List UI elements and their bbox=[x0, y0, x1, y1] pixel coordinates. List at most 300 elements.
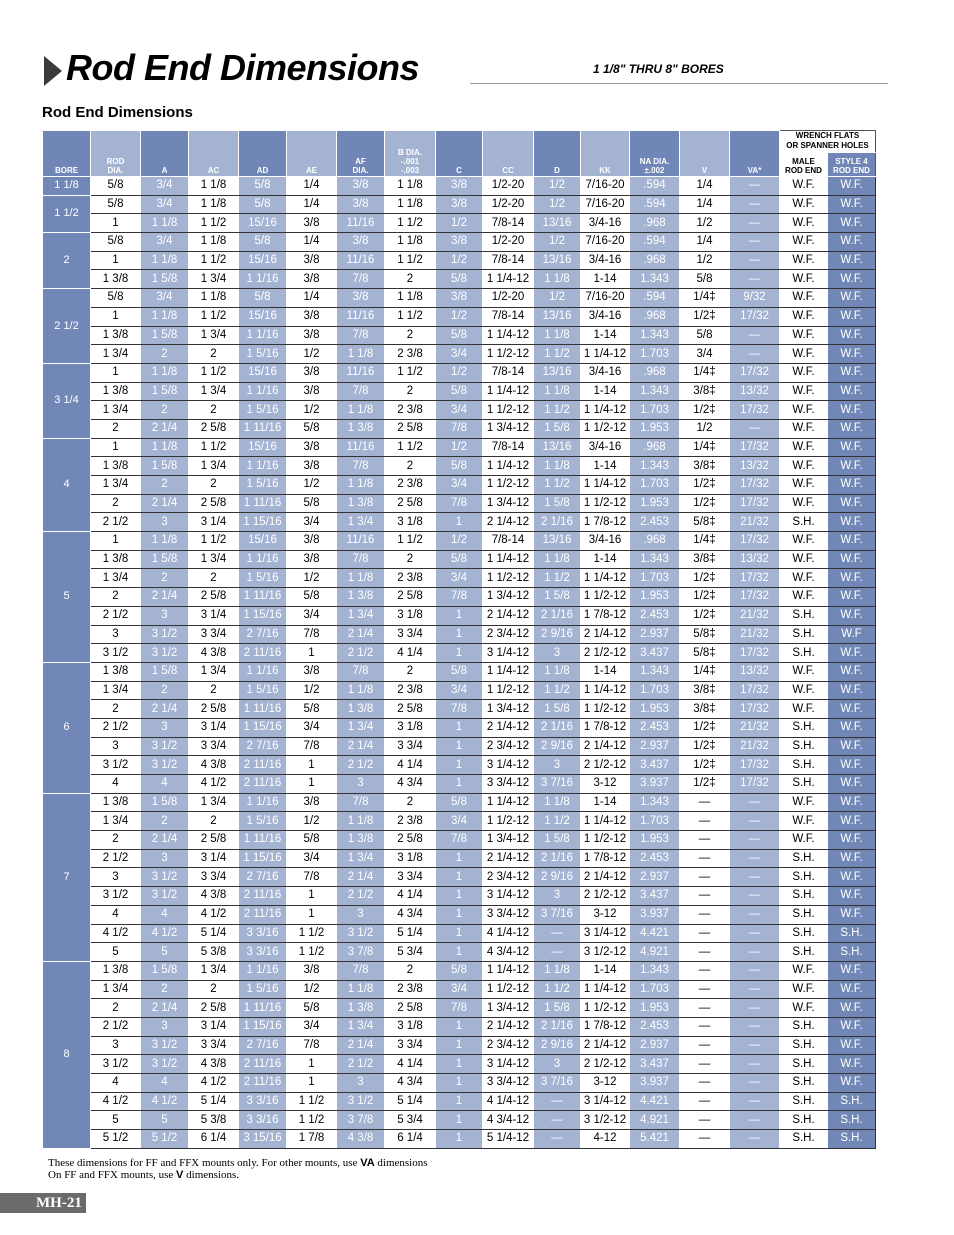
cell-kk: 3 1/4-12 bbox=[581, 924, 630, 943]
cell-b-dia: 1 1/8 bbox=[385, 233, 436, 252]
cell-na-dia: 2.937 bbox=[630, 737, 680, 756]
cell-c: 1 bbox=[436, 849, 483, 868]
bore-cell: 6 bbox=[43, 662, 91, 793]
table-row bbox=[43, 345, 876, 364]
cell-va: — bbox=[730, 345, 780, 364]
cell-kk: 2 1/2-12 bbox=[581, 1055, 630, 1074]
cell-af: 1 1/8 bbox=[337, 980, 385, 999]
cell-cc: 2 3/4-12 bbox=[483, 737, 534, 756]
cell-na-dia: 1.953 bbox=[630, 999, 680, 1018]
cell-v: — bbox=[680, 1111, 730, 1130]
cell-b-dia: 2 5/8 bbox=[385, 494, 436, 513]
cell-style4-rod-end: W.F. bbox=[828, 494, 876, 513]
table-row bbox=[43, 1092, 876, 1111]
cell-d: 3 bbox=[534, 1055, 581, 1074]
cell-ac: 3 3/4 bbox=[189, 1036, 239, 1055]
cell-kk: 7/16-20 bbox=[581, 233, 630, 252]
cell-va: 13/32 bbox=[730, 662, 780, 681]
cell-cc: 1 1/4-12 bbox=[483, 662, 534, 681]
header-cc: CC bbox=[483, 131, 534, 177]
bore-cell: 7 bbox=[43, 793, 91, 961]
cell-rod-dia: 3 1/2 bbox=[91, 644, 141, 663]
cell-ad: 1 11/16 bbox=[239, 588, 287, 607]
cell-ae: 3/8 bbox=[287, 662, 337, 681]
cell-v: 1/4‡ bbox=[680, 289, 730, 308]
table-row bbox=[43, 793, 876, 812]
cell-c: 1 bbox=[436, 887, 483, 906]
cell-male-rod-end: S.H. bbox=[780, 737, 828, 756]
cell-d: 2 9/16 bbox=[534, 868, 581, 887]
cell-na-dia: .594 bbox=[630, 195, 680, 214]
cell-va: — bbox=[730, 905, 780, 924]
cell-b-dia: 4 1/4 bbox=[385, 644, 436, 663]
cell-a: 1 5/8 bbox=[141, 961, 189, 980]
cell-kk: 3/4-16 bbox=[581, 532, 630, 551]
cell-d: — bbox=[534, 1130, 581, 1149]
table-row bbox=[43, 233, 876, 252]
table-row bbox=[43, 419, 876, 438]
cell-c: 5/8 bbox=[436, 793, 483, 812]
cell-rod-dia: 2 1/2 bbox=[91, 1017, 141, 1036]
cell-ad: 5/8 bbox=[239, 289, 287, 308]
cell-a: 2 1/4 bbox=[141, 419, 189, 438]
cell-d: 1 1/8 bbox=[534, 326, 581, 345]
cell-kk: 1 1/4-12 bbox=[581, 345, 630, 364]
cell-c: 3/4 bbox=[436, 476, 483, 495]
cell-cc: 1 1/2-12 bbox=[483, 569, 534, 588]
cell-d: 3 7/16 bbox=[534, 775, 581, 794]
cell-af: 7/8 bbox=[337, 326, 385, 345]
cell-af: 3 1/2 bbox=[337, 924, 385, 943]
cell-d: 1 5/8 bbox=[534, 999, 581, 1018]
cell-na-dia: 3.937 bbox=[630, 1074, 680, 1093]
cell-va: — bbox=[730, 195, 780, 214]
table-row bbox=[43, 513, 876, 532]
cell-ac: 1 1/8 bbox=[189, 289, 239, 308]
cell-rod-dia: 3 bbox=[91, 625, 141, 644]
header-bore: BORE bbox=[43, 131, 91, 177]
cell-style4-rod-end: W.F. bbox=[828, 251, 876, 270]
cell-ae: 7/8 bbox=[287, 737, 337, 756]
cell-style4-rod-end: S.H. bbox=[828, 924, 876, 943]
cell-na-dia: 2.937 bbox=[630, 625, 680, 644]
cell-ae: 1 bbox=[287, 775, 337, 794]
table-row bbox=[43, 307, 876, 326]
cell-d: 13/16 bbox=[534, 251, 581, 270]
cell-ac: 2 5/8 bbox=[189, 999, 239, 1018]
cell-male-rod-end: W.F. bbox=[780, 289, 828, 308]
cell-male-rod-end: W.F. bbox=[780, 177, 828, 196]
cell-a: 3/4 bbox=[141, 233, 189, 252]
header-kk: KK bbox=[581, 131, 630, 177]
cell-ac: 4 3/8 bbox=[189, 756, 239, 775]
cell-male-rod-end: S.H. bbox=[780, 513, 828, 532]
cell-ae: 5/8 bbox=[287, 494, 337, 513]
cell-af: 3 bbox=[337, 905, 385, 924]
cell-d: 3 bbox=[534, 644, 581, 663]
cell-ad: 2 7/16 bbox=[239, 625, 287, 644]
cell-d: 2 1/16 bbox=[534, 1017, 581, 1036]
cell-cc: 1 1/4-12 bbox=[483, 326, 534, 345]
table-row bbox=[43, 251, 876, 270]
cell-cc: 1 1/2-12 bbox=[483, 980, 534, 999]
cell-c: 5/8 bbox=[436, 326, 483, 345]
cell-ac: 1 3/4 bbox=[189, 326, 239, 345]
cell-kk: 2 1/4-12 bbox=[581, 625, 630, 644]
header-a: A bbox=[141, 131, 189, 177]
cell-af: 1 3/8 bbox=[337, 494, 385, 513]
cell-b-dia: 3 1/8 bbox=[385, 513, 436, 532]
cell-rod-dia: 1 3/8 bbox=[91, 662, 141, 681]
cell-ac: 3 1/4 bbox=[189, 1017, 239, 1036]
cell-style4-rod-end: W.F. bbox=[828, 849, 876, 868]
cell-af: 11/16 bbox=[337, 363, 385, 382]
cell-v: 1/2‡ bbox=[680, 756, 730, 775]
cell-v: 5/8 bbox=[680, 270, 730, 289]
cell-af: 2 1/4 bbox=[337, 868, 385, 887]
cell-b-dia: 1 1/2 bbox=[385, 251, 436, 270]
cell-kk: 3/4-16 bbox=[581, 214, 630, 233]
bore-cell: 1 1/8 bbox=[43, 177, 91, 196]
cell-male-rod-end: W.F. bbox=[780, 457, 828, 476]
dimensions-table-body bbox=[43, 177, 876, 1149]
cell-rod-dia: 4 bbox=[91, 1074, 141, 1093]
cell-rod-dia: 2 bbox=[91, 999, 141, 1018]
cell-b-dia: 1 1/8 bbox=[385, 289, 436, 308]
cell-d: 1/2 bbox=[534, 177, 581, 196]
cell-c: 1 bbox=[436, 1036, 483, 1055]
cell-na-dia: 2.453 bbox=[630, 513, 680, 532]
cell-c: 3/8 bbox=[436, 233, 483, 252]
cell-style4-rod-end: W.F. bbox=[828, 793, 876, 812]
cell-ae: 5/8 bbox=[287, 999, 337, 1018]
cell-male-rod-end: W.F. bbox=[780, 476, 828, 495]
cell-rod-dia: 1 3/8 bbox=[91, 270, 141, 289]
cell-kk: 1-14 bbox=[581, 382, 630, 401]
cell-rod-dia: 3 1/2 bbox=[91, 1055, 141, 1074]
cell-af: 2 1/2 bbox=[337, 887, 385, 906]
cell-c: 3/8 bbox=[436, 177, 483, 196]
cell-ad: 2 11/16 bbox=[239, 1055, 287, 1074]
cell-ae: 3/8 bbox=[287, 363, 337, 382]
bore-cell: 3 1/4 bbox=[43, 363, 91, 438]
cell-cc: 7/8-14 bbox=[483, 251, 534, 270]
cell-style4-rod-end: W.F. bbox=[828, 905, 876, 924]
cell-af: 7/8 bbox=[337, 457, 385, 476]
header-ae: AE bbox=[287, 131, 337, 177]
cell-ac: 5 1/4 bbox=[189, 1092, 239, 1111]
cell-na-dia: 1.703 bbox=[630, 476, 680, 495]
cell-na-dia: 1.703 bbox=[630, 401, 680, 420]
cell-ae: 3/8 bbox=[287, 961, 337, 980]
cell-ae: 3/4 bbox=[287, 1017, 337, 1036]
cell-b-dia: 3 1/8 bbox=[385, 718, 436, 737]
cell-v: 1/2‡ bbox=[680, 588, 730, 607]
cell-style4-rod-end: W.F. bbox=[828, 737, 876, 756]
cell-style4-rod-end: W.F. bbox=[828, 326, 876, 345]
cell-rod-dia: 2 1/2 bbox=[91, 513, 141, 532]
cell-ac: 1 3/4 bbox=[189, 270, 239, 289]
cell-kk: 1 1/4-12 bbox=[581, 476, 630, 495]
dimensions-table-container bbox=[42, 130, 876, 1149]
cell-va: — bbox=[730, 1017, 780, 1036]
cell-va: 21/32 bbox=[730, 606, 780, 625]
cell-a: 1 5/8 bbox=[141, 550, 189, 569]
cell-d: 3 7/16 bbox=[534, 1074, 581, 1093]
cell-kk: 1 1/2-12 bbox=[581, 494, 630, 513]
cell-cc: 1 3/4-12 bbox=[483, 494, 534, 513]
cell-na-dia: .594 bbox=[630, 233, 680, 252]
cell-male-rod-end: W.F. bbox=[780, 831, 828, 850]
cell-na-dia: 2.453 bbox=[630, 849, 680, 868]
cell-va: 17/32 bbox=[730, 700, 780, 719]
cell-male-rod-end: S.H. bbox=[780, 644, 828, 663]
cell-rod-dia: 2 1/2 bbox=[91, 718, 141, 737]
cell-v: 5/8‡ bbox=[680, 625, 730, 644]
cell-af: 2 1/4 bbox=[337, 737, 385, 756]
cell-kk: 3/4-16 bbox=[581, 438, 630, 457]
cell-ac: 4 1/2 bbox=[189, 905, 239, 924]
cell-ac: 1 3/4 bbox=[189, 457, 239, 476]
cell-male-rod-end: S.H. bbox=[780, 868, 828, 887]
cell-ac: 1 3/4 bbox=[189, 662, 239, 681]
cell-cc: 2 1/4-12 bbox=[483, 849, 534, 868]
cell-ae: 1 7/8 bbox=[287, 1130, 337, 1149]
cell-ac: 2 5/8 bbox=[189, 588, 239, 607]
cell-d: 1 5/8 bbox=[534, 588, 581, 607]
cell-na-dia: 1.343 bbox=[630, 382, 680, 401]
cell-male-rod-end: S.H. bbox=[780, 625, 828, 644]
cell-c: 1 bbox=[436, 905, 483, 924]
cell-ad: 1 5/16 bbox=[239, 980, 287, 999]
cell-rod-dia: 1 3/8 bbox=[91, 793, 141, 812]
cell-va: 17/32 bbox=[730, 569, 780, 588]
cell-male-rod-end: W.F. bbox=[780, 793, 828, 812]
cell-va: — bbox=[730, 1074, 780, 1093]
cell-b-dia: 2 5/8 bbox=[385, 999, 436, 1018]
cell-ac: 1 1/8 bbox=[189, 195, 239, 214]
cell-ac: 2 bbox=[189, 476, 239, 495]
cell-ad: 1 11/16 bbox=[239, 831, 287, 850]
cell-cc: 7/8-14 bbox=[483, 363, 534, 382]
cell-d: 1 1/2 bbox=[534, 812, 581, 831]
cell-ad: 1 5/16 bbox=[239, 401, 287, 420]
footnote-line-2: On FF and FFX mounts, use V dimensions. bbox=[48, 1169, 240, 1181]
cell-a: 2 bbox=[141, 476, 189, 495]
cell-ae: 3/4 bbox=[287, 513, 337, 532]
cell-style4-rod-end: W.F. bbox=[828, 550, 876, 569]
cell-ac: 5 3/8 bbox=[189, 943, 239, 962]
cell-ae: 5/8 bbox=[287, 588, 337, 607]
cell-ae: 3/8 bbox=[287, 532, 337, 551]
cell-rod-dia: 5/8 bbox=[91, 177, 141, 196]
cell-ac: 3 3/4 bbox=[189, 868, 239, 887]
cell-ad: 15/16 bbox=[239, 214, 287, 233]
cell-cc: 7/8-14 bbox=[483, 307, 534, 326]
cell-d: 2 1/16 bbox=[534, 606, 581, 625]
bores-label: 1 1/8" THRU 8" BORES bbox=[593, 62, 724, 76]
cell-d: 1 1/2 bbox=[534, 681, 581, 700]
cell-b-dia: 3 3/4 bbox=[385, 737, 436, 756]
cell-rod-dia: 1 3/4 bbox=[91, 980, 141, 999]
cell-a: 3 1/2 bbox=[141, 887, 189, 906]
cell-ae: 5/8 bbox=[287, 419, 337, 438]
table-row bbox=[43, 550, 876, 569]
cell-v: — bbox=[680, 868, 730, 887]
cell-a: 3 1/2 bbox=[141, 868, 189, 887]
cell-va: — bbox=[730, 868, 780, 887]
cell-na-dia: 3.937 bbox=[630, 775, 680, 794]
cell-a: 2 1/4 bbox=[141, 831, 189, 850]
cell-male-rod-end: W.F. bbox=[780, 326, 828, 345]
table-row bbox=[43, 476, 876, 495]
cell-va: 13/32 bbox=[730, 550, 780, 569]
cell-cc: 1 3/4-12 bbox=[483, 588, 534, 607]
table-row bbox=[43, 849, 876, 868]
cell-na-dia: .968 bbox=[630, 214, 680, 233]
cell-male-rod-end: W.F. bbox=[780, 681, 828, 700]
cell-c: 1 bbox=[436, 1130, 483, 1149]
cell-cc: 1 3/4-12 bbox=[483, 999, 534, 1018]
cell-c: 5/8 bbox=[436, 270, 483, 289]
cell-ad: 15/16 bbox=[239, 438, 287, 457]
table-row bbox=[43, 401, 876, 420]
cell-c: 7/8 bbox=[436, 588, 483, 607]
cell-d: 1 1/8 bbox=[534, 270, 581, 289]
cell-va: — bbox=[730, 270, 780, 289]
cell-a: 3 bbox=[141, 718, 189, 737]
cell-a: 1 1/8 bbox=[141, 363, 189, 382]
cell-b-dia: 4 1/4 bbox=[385, 756, 436, 775]
cell-na-dia: 3.937 bbox=[630, 905, 680, 924]
cell-af: 3 7/8 bbox=[337, 943, 385, 962]
cell-v: — bbox=[680, 1017, 730, 1036]
cell-c: 7/8 bbox=[436, 494, 483, 513]
cell-ac: 1 1/8 bbox=[189, 177, 239, 196]
cell-style4-rod-end: W.F bbox=[828, 625, 876, 644]
table-row bbox=[43, 868, 876, 887]
cell-d: 1 5/8 bbox=[534, 831, 581, 850]
cell-c: 1 bbox=[436, 1074, 483, 1093]
cell-cc: 1 3/4-12 bbox=[483, 419, 534, 438]
cell-cc: 1 3/4-12 bbox=[483, 831, 534, 850]
cell-na-dia: 1.953 bbox=[630, 700, 680, 719]
cell-style4-rod-end: W.F. bbox=[828, 681, 876, 700]
cell-kk: 1 1/4-12 bbox=[581, 401, 630, 420]
cell-v: 3/8‡ bbox=[680, 457, 730, 476]
cell-rod-dia: 1 3/4 bbox=[91, 345, 141, 364]
cell-ae: 3/4 bbox=[287, 849, 337, 868]
cell-rod-dia: 2 1/2 bbox=[91, 606, 141, 625]
title-rule bbox=[470, 83, 888, 84]
cell-cc: 1 1/2-12 bbox=[483, 681, 534, 700]
cell-male-rod-end: S.H. bbox=[780, 943, 828, 962]
cell-ad: 1 11/16 bbox=[239, 700, 287, 719]
cell-ad: 1 1/16 bbox=[239, 550, 287, 569]
cell-cc: 3 3/4-12 bbox=[483, 775, 534, 794]
cell-ae: 3/8 bbox=[287, 251, 337, 270]
cell-rod-dia: 1 bbox=[91, 251, 141, 270]
cell-ac: 3 3/4 bbox=[189, 625, 239, 644]
cell-kk: 3/4-16 bbox=[581, 307, 630, 326]
cell-c: 3/4 bbox=[436, 345, 483, 364]
cell-b-dia: 5 3/4 bbox=[385, 1111, 436, 1130]
cell-ac: 4 1/2 bbox=[189, 775, 239, 794]
cell-ad: 2 11/16 bbox=[239, 644, 287, 663]
cell-ae: 1/4 bbox=[287, 289, 337, 308]
cell-ae: 1 1/2 bbox=[287, 943, 337, 962]
cell-male-rod-end: S.H. bbox=[780, 1092, 828, 1111]
cell-c: 1/2 bbox=[436, 363, 483, 382]
table-row bbox=[43, 214, 876, 233]
cell-v: 1/2 bbox=[680, 419, 730, 438]
arrow-icon bbox=[44, 56, 62, 86]
cell-cc: 7/8-14 bbox=[483, 214, 534, 233]
cell-male-rod-end: W.F. bbox=[780, 419, 828, 438]
dimensions-table bbox=[42, 130, 876, 1149]
cell-ad: 1 1/16 bbox=[239, 793, 287, 812]
cell-style4-rod-end: W.F. bbox=[828, 419, 876, 438]
cell-na-dia: 3.437 bbox=[630, 887, 680, 906]
cell-ae: 1 bbox=[287, 887, 337, 906]
cell-male-rod-end: W.F. bbox=[780, 363, 828, 382]
cell-va: 17/32 bbox=[730, 494, 780, 513]
cell-d: 1/2 bbox=[534, 233, 581, 252]
cell-ac: 2 bbox=[189, 345, 239, 364]
header-wrench-flats: WRENCH FLATS OR SPANNER HOLES bbox=[780, 131, 876, 153]
cell-ad: 2 11/16 bbox=[239, 775, 287, 794]
cell-ae: 1 1/2 bbox=[287, 1092, 337, 1111]
cell-cc: 2 1/4-12 bbox=[483, 718, 534, 737]
cell-kk: 1 1/4-12 bbox=[581, 681, 630, 700]
cell-na-dia: 1.703 bbox=[630, 345, 680, 364]
table-row bbox=[43, 718, 876, 737]
cell-rod-dia: 1 bbox=[91, 363, 141, 382]
cell-kk: 2 1/4-12 bbox=[581, 1036, 630, 1055]
cell-cc: 3 3/4-12 bbox=[483, 1074, 534, 1093]
cell-b-dia: 3 3/4 bbox=[385, 625, 436, 644]
cell-ad: 2 11/16 bbox=[239, 756, 287, 775]
cell-d: 1 1/8 bbox=[534, 793, 581, 812]
cell-kk: 1 1/2-12 bbox=[581, 588, 630, 607]
cell-ae: 1 1/2 bbox=[287, 1111, 337, 1130]
cell-cc: 2 1/4-12 bbox=[483, 606, 534, 625]
cell-ad: 1 15/16 bbox=[239, 606, 287, 625]
cell-a: 2 1/4 bbox=[141, 700, 189, 719]
cell-male-rod-end: W.F. bbox=[780, 270, 828, 289]
cell-ad: 1 5/16 bbox=[239, 476, 287, 495]
cell-b-dia: 2 5/8 bbox=[385, 831, 436, 850]
cell-ad: 1 11/16 bbox=[239, 419, 287, 438]
cell-af: 7/8 bbox=[337, 793, 385, 812]
cell-c: 5/8 bbox=[436, 550, 483, 569]
cell-a: 4 bbox=[141, 775, 189, 794]
cell-rod-dia: 1 3/8 bbox=[91, 961, 141, 980]
cell-v: 3/8‡ bbox=[680, 681, 730, 700]
cell-b-dia: 2 3/8 bbox=[385, 812, 436, 831]
cell-c: 1 bbox=[436, 513, 483, 532]
cell-v: 1/2‡ bbox=[680, 401, 730, 420]
cell-af: 2 1/4 bbox=[337, 1036, 385, 1055]
cell-ae: 1 bbox=[287, 905, 337, 924]
cell-ac: 1 3/4 bbox=[189, 793, 239, 812]
table-row bbox=[43, 1036, 876, 1055]
cell-male-rod-end: W.F. bbox=[780, 532, 828, 551]
cell-d: 3 bbox=[534, 756, 581, 775]
cell-c: 3/4 bbox=[436, 401, 483, 420]
cell-rod-dia: 4 1/2 bbox=[91, 924, 141, 943]
cell-style4-rod-end: W.F. bbox=[828, 476, 876, 495]
